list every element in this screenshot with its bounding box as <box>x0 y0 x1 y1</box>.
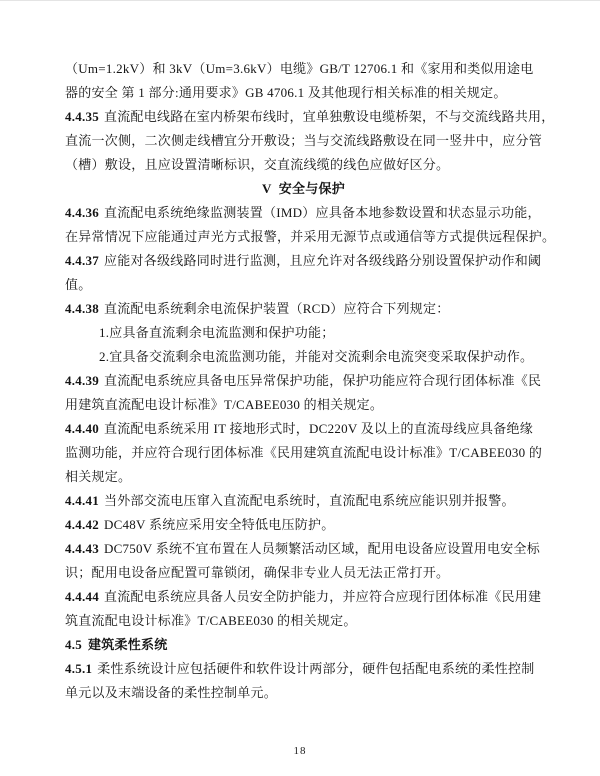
doc-line <box>65 153 542 177</box>
doc-line <box>65 201 542 225</box>
clause-number: 4.4.40 <box>65 421 99 436</box>
doc-line <box>65 585 542 609</box>
doc-line <box>65 561 542 585</box>
clause-number: 4.4.42 <box>65 517 99 532</box>
doc-line <box>65 657 542 681</box>
doc-line <box>65 441 542 465</box>
section-number: 4.5 <box>65 637 82 652</box>
line-text: 相关规定。 <box>65 469 132 484</box>
clause-number: 4.4.43 <box>65 541 99 556</box>
line-text: 监测功能，并应符合现行团体标准《民用建筑直流配电设计标准》T/CABEE030 的 <box>65 445 543 460</box>
doc-line <box>65 369 542 393</box>
doc-line <box>65 81 542 105</box>
list-item <box>65 345 542 369</box>
line-text: 筑直流配电设计标准》T/CABEE030 的相关规定。 <box>65 613 357 628</box>
clause-number: 4.4.44 <box>65 589 99 604</box>
line-text: DC48V 系统应采用安全特低电压防护。 <box>104 517 335 532</box>
line-text: 2.宜具备交流剩余电流监测功能，并能对交流剩余电流突变采取保护动作。 <box>99 349 534 364</box>
doc-line <box>65 57 542 81</box>
doc-line <box>65 273 542 297</box>
line-text: 1.应具备直流剩余电流监测和保护功能； <box>99 325 335 340</box>
line-text: 柔性系统设计应包括硬件和软件设计两部分，硬件包括配电系统的柔性控制 <box>97 661 535 676</box>
page-number: 18 <box>293 745 307 757</box>
clause-number: 4.4.41 <box>65 493 99 508</box>
line-text: 直流配电系统应具备电压异常保护功能，保护功能应符合现行团体标准《民 <box>104 373 542 388</box>
doc-line <box>65 537 542 561</box>
doc-line <box>65 225 556 249</box>
doc-line <box>65 297 542 321</box>
doc-line <box>65 249 542 273</box>
clause-number: 4.4.35 <box>65 109 99 124</box>
line-text: （槽）敷设，且应设置清晰标识，交直流线缆的线色应做好区分。 <box>65 157 450 172</box>
line-text: 当外部交流电压窜入直流配电系统时，直流配电系统应能识别并报警。 <box>104 493 515 508</box>
line-text: 器的安全 第 1 部分:通用要求》GB 4706.1 及其他现行相关标准的相关规定。 <box>65 85 507 100</box>
clause-number: 4.5.1 <box>65 661 93 676</box>
line-text: 直流配电系统应具备人员安全防护能力，并应符合应现行团体标准《民用建 <box>104 589 542 604</box>
doc-line <box>65 129 542 153</box>
line-text: 用建筑直流配电设计标准》T/CABEE030 的相关规定。 <box>65 397 384 412</box>
line-text: 在异常情况下应能通过声光方式报警，并采用无源节点或通信等方式提供远程保护。 <box>65 229 556 244</box>
doc-line <box>65 609 542 633</box>
doc-line <box>65 393 542 417</box>
list-item <box>65 321 542 345</box>
line-text: 应能对各级线路同时进行监测，且应允许对各级线路分别设置保护动作和阈 <box>104 253 542 268</box>
clause-number: 4.4.39 <box>65 373 99 388</box>
line-text: 直流配电系统绝缘监测装置（IMD）应具备本地参数设置和状态显示功能， <box>104 205 541 220</box>
doc-line <box>65 681 542 705</box>
clause-number: 4.4.37 <box>65 253 99 268</box>
line-text: 直流配电系统剩余电流保护装置（RCD）应符合下列规定： <box>104 301 450 316</box>
clause-number: 4.4.38 <box>65 301 99 316</box>
line-text: 直流配电系统采用 IT 接地形式时，DC220V 及以上的直流母线应具备绝缘 <box>104 421 533 436</box>
line-text: 单元以及末端设备的柔性控制单元。 <box>65 685 278 700</box>
line-text: （Um=1.2kV）和 3kV（Um=3.6kV）电缆》GB/T 12706.1 和《家用和类似用途电 <box>65 61 534 76</box>
line-text: 直流配电线路在室内桥架布线时，宜单独敷设电缆桥架，不与交流线路共用， <box>104 109 555 124</box>
doc-line <box>65 465 542 489</box>
section-heading <box>65 177 542 201</box>
sub-section-heading <box>65 633 542 657</box>
doc-line <box>65 513 542 537</box>
line-text: DC750V 系统不宜布置在人员频繁活动区域，配用电设备应设置用电安全标 <box>104 541 540 556</box>
clause-number: 4.4.36 <box>65 205 99 220</box>
line-text: 值。 <box>65 277 92 292</box>
line-text: 识；配用电设备应配置可靠锁闭，确保非专业人员无法正常打开。 <box>65 565 450 580</box>
doc-line <box>65 105 555 129</box>
section-title: 建筑柔性系统 <box>88 637 168 652</box>
section-number: V <box>262 181 272 196</box>
doc-line <box>65 489 542 513</box>
doc-line <box>65 417 542 441</box>
line-text: 直流一次侧，二次侧走线槽宜分开敷设；当与交流线路敷设在同一竖井中，应分管 <box>65 133 543 148</box>
section-title: 安全与保护 <box>278 181 345 196</box>
